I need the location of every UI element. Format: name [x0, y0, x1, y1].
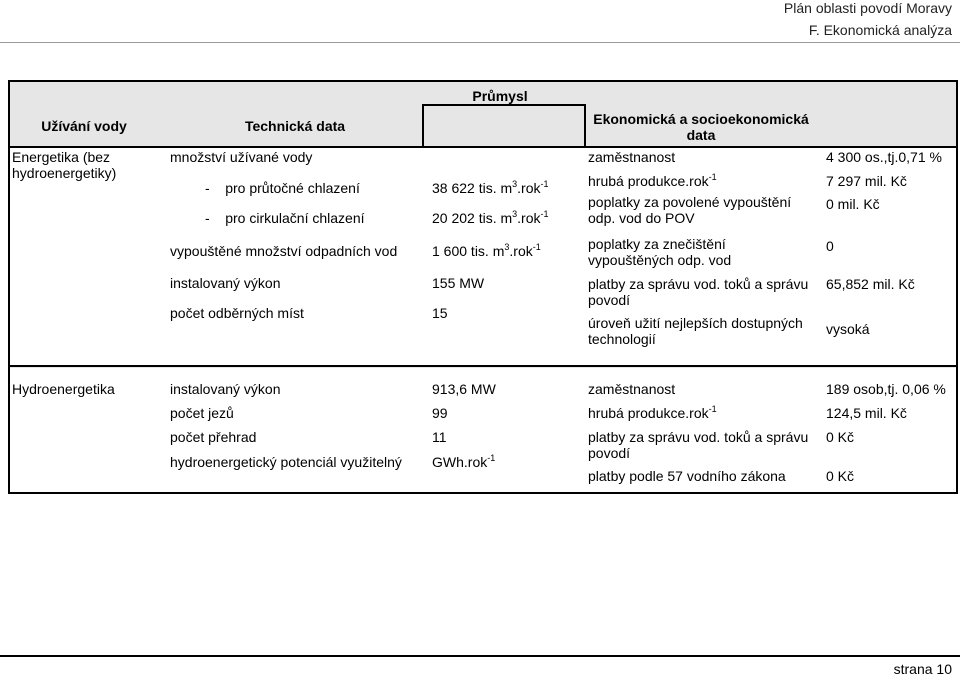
econ-label: zaměstnanost: [588, 381, 676, 397]
tech-label: instalovaný výkon: [170, 381, 281, 397]
col-header-economic: Ekonomická a socioekonomická data: [593, 111, 809, 143]
econ-label: zaměstnanost: [588, 149, 676, 165]
econ-label: úroveň užití nejlepších dostupných technologií: [588, 315, 803, 347]
tech-value: 15: [432, 305, 448, 321]
footer-rule: [0, 655, 960, 657]
section-separator: [10, 365, 956, 367]
econ-value: 189 osob,tj. 0,06 %: [826, 381, 946, 397]
header-rule: [0, 42, 960, 43]
col-header-use: Užívání vody: [41, 118, 127, 134]
econ-value: 0 mil. Kč: [826, 196, 880, 212]
tech-value: 11: [432, 429, 447, 445]
econ-label: platby za správu vod. toků a správu povodí: [588, 429, 809, 461]
tech-label: vypouštěné množství odpadních vod: [170, 243, 398, 259]
tech-value: 20 202 tis. $m^3.rok^{-1}$: [432, 209, 549, 226]
table-title: Průmysl: [472, 88, 528, 104]
page-number: strana 10: [893, 661, 952, 677]
tech-value: 99: [432, 405, 448, 421]
econ-value: 0 Kč: [826, 429, 855, 445]
header-rule-bottom: [10, 146, 956, 148]
tech-label: počet přehrad: [170, 429, 257, 445]
econ-label: hrubá produkce.rok$^{-1}$: [588, 404, 717, 421]
use-label-hydro: Hydroenergetika: [12, 381, 115, 397]
econ-label: poplatky za povolené vypouštění odp. vod do POV: [588, 194, 792, 226]
tech-label: instalovaný výkon: [170, 275, 281, 291]
col-divider-left: [422, 104, 424, 147]
tech-value: 1 600 tis. $m^3.rok^{-1}$: [432, 242, 541, 259]
tech-label: - pro průtočné chlazení: [205, 180, 360, 196]
econ-value: vysoká: [826, 321, 870, 337]
tech-value: 913,6 MW: [432, 381, 496, 397]
tech-value: GWh.rok$^{-1}$: [432, 453, 496, 470]
tech-value: 155 MW: [432, 275, 485, 291]
col-header-technical: Technická data: [244, 118, 346, 134]
tech-label: počet jezů: [170, 405, 234, 421]
use-label-energetika: Energetika (bez hydroenergetiky): [12, 149, 117, 181]
header-section-title: F. Ekonomická analýza: [808, 22, 952, 38]
tech-label: počet odběrných míst: [170, 305, 304, 321]
tech-label: množství užívané vody: [170, 149, 313, 165]
econ-label: platby za správu vod. toků a správu povodí: [588, 276, 809, 308]
tech-value: 38 622 tis. $m^3.rok^{-1}$: [432, 179, 549, 196]
header-plan-title: Plán oblasti povodí Moravy: [783, 0, 952, 16]
econ-value: 65,852 mil. Kč: [826, 276, 915, 292]
econ-label: poplatky za znečištění vypouštěných odp. vod: [588, 236, 732, 268]
econ-value: 0: [826, 238, 834, 254]
econ-label: platby podle 57 vodního zákona: [588, 468, 786, 484]
tech-label: - pro cirkulační chlazení: [205, 210, 365, 226]
econ-value: 4 300 os.,tj.0,71 %: [826, 149, 942, 165]
econ-value: 0 Kč: [826, 468, 855, 484]
tech-label: hydroenergetický potenciál využitelný: [170, 454, 402, 470]
title-underline: [424, 104, 585, 106]
econ-label: hrubá produkce.rok$^{-1}$: [588, 172, 717, 189]
econ-value: 7 297 mil. Kč: [826, 173, 907, 189]
econ-value: 124,5 mil. Kč: [826, 405, 907, 421]
